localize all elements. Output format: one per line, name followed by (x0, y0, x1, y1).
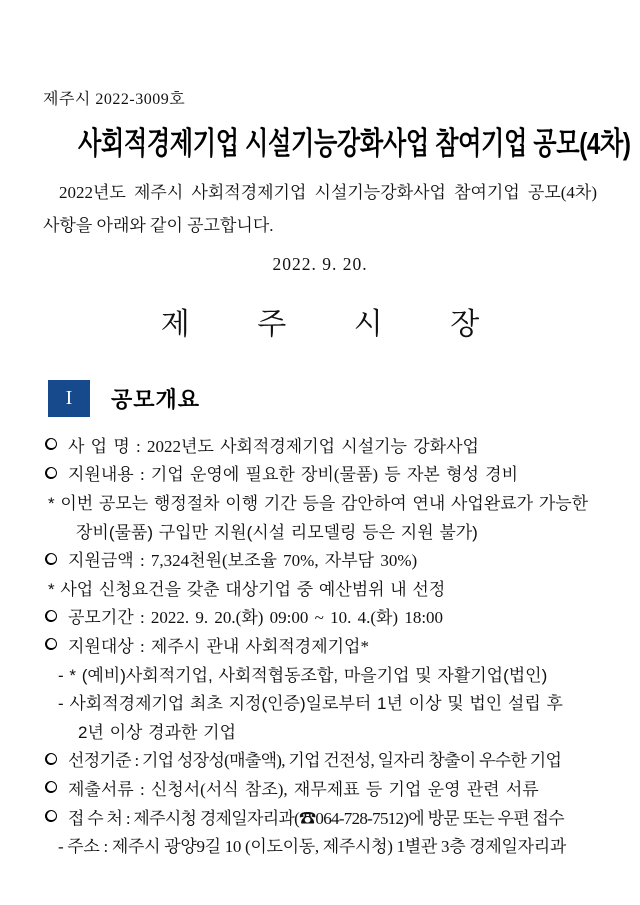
signature-text: 제 주 시 장 (160, 308, 510, 341)
list-subitem-continuation (0, 716, 640, 745)
intro-line-2: 사항을 아래와 같이 공고합니다. (43, 216, 274, 235)
list-item (0, 773, 640, 802)
list-note (0, 573, 640, 602)
circle-bullet-icon (44, 752, 58, 766)
list-item-text: 사 업 명 : 2022년도 사회적경제기업 시설기능 강화사업 (68, 436, 479, 456)
section-numeral: I (65, 387, 73, 409)
list-item-text: - 주소 : 제주시 광양9길 10 (이도이동, 제주시청) 1별관 3층 경제일자리과 (58, 837, 567, 857)
list-note-continuation (0, 516, 640, 545)
list-item-text: 장비(물품) 구입만 지원(시설 리모델링 등은 지원 불가) (76, 522, 478, 542)
circle-bullet-icon (44, 466, 58, 480)
overview-list (0, 430, 640, 859)
list-subitem (0, 659, 640, 688)
list-item (0, 745, 640, 774)
list-item (0, 630, 640, 659)
list-item (0, 602, 640, 631)
intro-line-1: 2022년도 제주시 사회적경제기업 시설기능강화사업 참여기업 공모(4차) (59, 183, 597, 202)
list-item-text: 지원금액 : 7,324천원(보조율 70%, 자부담 30%) (68, 551, 418, 571)
intro-paragraph (43, 176, 597, 242)
list-item (0, 430, 640, 459)
list-item-text: 지원대상 : 제주시 관내 사회적경제기업* (68, 636, 369, 656)
list-item (0, 544, 640, 573)
circle-bullet-icon (44, 437, 58, 451)
list-item-text: - 사회적경제기업 최초 지정(인증)일로부터 1년 이상 및 법인 설립 후 (58, 694, 563, 714)
circle-bullet-icon (44, 780, 58, 794)
signature-title (0, 299, 640, 343)
announcement-date: 2022. 9. 20. (272, 254, 368, 274)
list-item (0, 459, 640, 488)
list-item-text: 제출서류 : 신청서(서식 참조), 재무제표 등 기업 운영 관련 서류 (68, 779, 539, 799)
list-subitem (0, 830, 640, 859)
section-title: 공모개요 (111, 387, 201, 412)
circle-bullet-icon (44, 637, 58, 651)
circle-bullet-icon (44, 552, 58, 566)
list-item-text: 2년 이상 경과한 기업 (78, 722, 236, 742)
list-item-text: 공모기간 : 2022. 9. 20.(화) 09:00 ~ 10. 4.(화) 18:00 (68, 608, 444, 628)
circle-bullet-icon (44, 609, 58, 623)
section-numeral-badge (48, 380, 90, 417)
list-item (0, 802, 640, 831)
section-header (48, 380, 640, 417)
document-number: 제주시 2022-3009호 (43, 91, 186, 108)
list-note (0, 487, 640, 516)
circle-bullet-icon (44, 809, 58, 823)
document-title: 사회적경제기업 시설기능강화사업 참여기업 공모(4차) (77, 126, 631, 161)
list-item-text: 접 수 처 : 제주시청 경제일자리과(☎064-728-7512)에 방문 또는 우편 접수 (68, 808, 565, 828)
list-item-text: * 이번 공모는 행정절차 이행 기간 등을 감안하여 연내 사업완료가 가능한 (48, 493, 589, 513)
list-item-text: 선정기준 : 기업 성장성(매출액), 기업 건전성, 일자리 창출이 우수한 기업 (68, 751, 562, 771)
list-subitem (0, 687, 640, 716)
list-item-text: * 사업 신청요건을 갖춘 대상기업 중 예산범위 내 선정 (48, 579, 446, 599)
list-item-text: - * (예비)사회적기업, 사회적협동조합, 마을기업 및 자활기업(법인) (58, 665, 548, 685)
document-title-wrap (0, 118, 640, 163)
list-item-text: 지원내용 : 기업 운영에 필요한 장비(물품) 등 자본 형성 경비 (68, 465, 519, 485)
